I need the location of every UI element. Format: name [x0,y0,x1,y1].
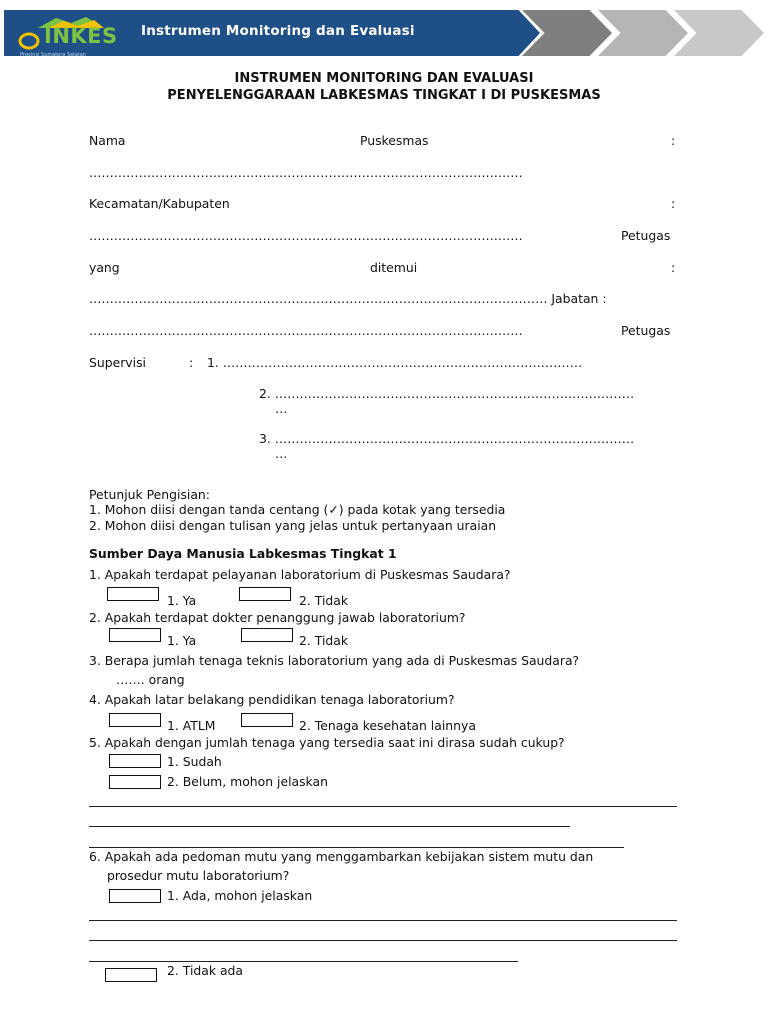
question-6: 6. Apakah ada pedoman mutu yang menggambarkan kebijakan sistem mutu dan [89,849,594,864]
fill-line-supervisi-3[interactable]: 3. …………………………………………………………………………… [259,431,635,446]
label-yang: yang [89,260,120,275]
answer-line[interactable] [89,847,624,848]
option-label: 2. Tidak ada [167,963,244,978]
section-title: Sumber Daya Manusia Labkesmas Tingkat 1 [89,546,397,561]
checkbox-q1-ya[interactable] [107,587,159,601]
checkbox-q5-sudah[interactable] [109,754,161,768]
logo-ring-icon [18,32,40,50]
doc-title-line2: PENYELENGGARAAN LABKESMAS TINGKAT I DI PUSKESMAS [167,88,601,103]
option-label: 2. Belum, mohon jelaskan [167,774,328,789]
checkbox-q6-tidak[interactable] [105,968,157,982]
question-4: 4. Apakah latar belakang pendidikan tenaga laboratorium? [89,692,455,707]
colon: : [671,133,676,148]
answer-orang[interactable]: ……. orang [116,672,185,687]
fill-line-tail: … [275,446,288,461]
fill-line-supervisi-2[interactable]: 2. …………………………………………………………………………… [259,386,635,401]
label-nama: Nama [89,133,126,148]
instructions-heading: Petunjuk Pengisian: [89,487,210,502]
label-petugas: Petugas [621,228,671,243]
option-label: 1. ATLM [167,718,216,733]
logo-subtitle: Provinsi Sumatera Selatan [20,52,86,58]
doc-title-line1: INSTRUMEN MONITORING DAN EVALUASI [234,71,534,86]
fill-line-supervisi-1[interactable]: 1. …………………………………………………………………………… [207,355,583,370]
question-2: 2. Apakah terdapat dokter penanggung jawab laboratorium? [89,610,466,625]
option-label: 2. Tidak [299,593,349,608]
header-banner [0,8,768,58]
option-label: 1. Ya [167,593,197,608]
answer-line[interactable] [89,826,570,827]
option-label: 1. Ya [167,633,197,648]
checkbox-q2-ya[interactable] [109,628,161,642]
option-label: 1. Ada, mohon jelaskan [167,888,313,903]
checkbox-q4-lainnya[interactable] [241,713,293,727]
question-5: 5. Apakah dengan jumlah tenaga yang tersedia saat ini dirasa sudah cukup? [89,735,565,750]
answer-line[interactable] [89,920,677,921]
option-label: 2. Tenaga kesehatan lainnya [299,718,476,733]
answer-line[interactable] [89,940,677,941]
header-title: Instrumen Monitoring dan Evaluasi [141,23,415,39]
fill-line-petugas-jabatan[interactable]: ………………………………………………………………………………………………… Jabatan : [89,291,607,306]
logo-text: INKES [44,24,118,48]
colon: : [671,260,676,275]
question-3: 3. Berapa jumlah tenaga teknis laboratorium yang ada di Puskesmas Saudara? [89,653,580,668]
option-label: 1. Sudah [167,754,222,769]
inkes-logo [16,16,126,58]
answer-line[interactable] [89,806,677,807]
fill-line-jabatan[interactable]: …………………………………………………………………………………………… [89,323,523,338]
label-kecamatan: Kecamatan/Kabupaten [89,196,230,211]
checkbox-q6-ada[interactable] [109,889,161,903]
fill-line-kecamatan[interactable]: …………………………………………………………………………………………… [89,228,523,243]
question-6-cont: prosedur mutu laboratorium? [107,868,290,883]
label-puskesmas: Puskesmas [360,133,429,148]
checkbox-q5-belum[interactable] [109,775,161,789]
instruction-item: 1. Mohon diisi dengan tanda centang (✓) pada kotak yang tersedia [89,502,506,517]
checkbox-q2-tidak[interactable] [241,628,293,642]
colon: : [671,196,676,211]
checkbox-q4-atlm[interactable] [109,713,161,727]
label-petugas: Petugas [621,323,671,338]
instruction-item: 2. Mohon diisi dengan tulisan yang jelas untuk pertanyaan uraian [89,518,497,533]
supervisi-colon: : [189,355,194,370]
label-ditemui: ditemui [370,260,418,275]
fill-line-nama[interactable]: …………………………………………………………………………………………… [89,165,523,180]
label-supervisi: Supervisi [89,355,146,370]
answer-line[interactable] [89,961,518,962]
question-1: 1. Apakah terdapat pelayanan laboratorium di Puskesmas Saudara? [89,567,511,582]
fill-line-tail: … [275,401,288,416]
checkbox-q1-tidak[interactable] [239,587,291,601]
option-label: 2. Tidak [299,633,349,648]
